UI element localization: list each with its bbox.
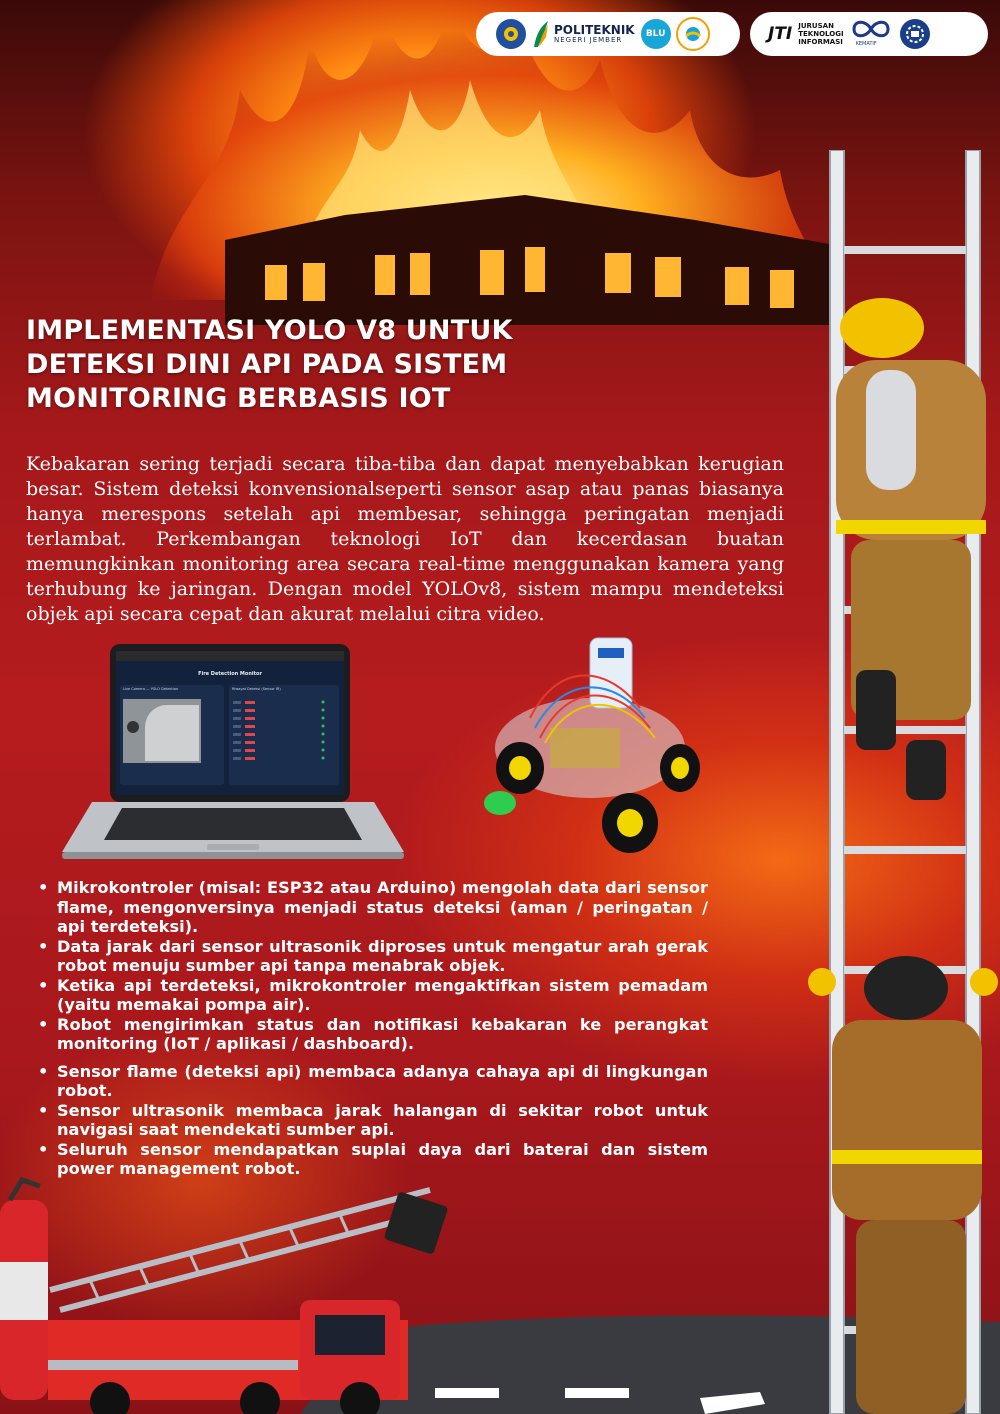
laptop-screen: [110, 644, 350, 802]
intro-paragraph: Kebakaran sering terjadi secara tiba-tiba dan dapat menyebabkan kerugian besar. Sistem deteksi konvensionalseperti sensor asap atau panas biasanya hanya merespons setelah api membesar, sehingga peringatan menjadi terlambat. Perkembangan teknologi IoT dan kecerdasan buatan memungkinkan monitoring area secara real-time menggunakan kamera yang terhubung ke jaringan. Dengan model YOLOv8, sistem mampu mendeteksi objek api secara cepat dan akurat melalui citra video.: [26, 453, 784, 625]
politeknik-logo-bar: [476, 12, 740, 56]
jti-logo-bar: [750, 12, 988, 56]
polije-subname: NEGERI JEMBER: [554, 35, 623, 44]
list-item: • Seluruh sensor mendapatkan suplai daya dari baterai dan sistem power management robot.: [38, 1140, 708, 1179]
list-item: • Robot mengirimkan status dan notifikasi kebakaran ke perangkat monitoring (IoT / aplikasi / dashboard).: [38, 1015, 708, 1054]
feature-list: [38, 878, 708, 1179]
gear-emblem-icon: [900, 19, 930, 49]
fire-robot-car-illustration: [470, 618, 710, 868]
jti-abbr: JTI: [768, 24, 793, 44]
history-table: [229, 695, 339, 785]
history-panel: Riwayat Deteksi (Sensor IR): [229, 685, 339, 785]
list-item: • Sensor flame (deteksi api) membaca adanya cahaya api di lingkungan robot.: [38, 1062, 708, 1101]
jti-line-3: INFORMASI: [798, 38, 843, 46]
jti-line-1: JURUSAN: [798, 22, 834, 30]
list-item: • Ketika api terdeteksi, mikrokontroler mengaktifkan sistem pemadam (yaitu memakai pompa air).: [38, 976, 708, 1015]
fire-truck-illustration: [0, 1170, 470, 1414]
campus-badge-icon: [676, 17, 710, 51]
laptop-mockup: [62, 644, 404, 862]
jti-line-2: TEKNOLOGI: [798, 30, 844, 38]
camera-panel: Live Camera — YOLO Detection: [120, 685, 224, 785]
laptop-keyboard-base: [62, 802, 404, 860]
dashboard-screenshot: [116, 651, 344, 795]
kematif-infinity-icon: [848, 16, 894, 42]
ladder-firefighters-illustration: [796, 150, 1000, 1414]
browser-bar: [116, 651, 344, 661]
list-item: • Sensor ultrasonik membaca jarak halangan di sekitar robot untuk navigasi saat mendekati sumber api.: [38, 1101, 708, 1140]
polije-name: POLITEKNIK: [554, 22, 635, 37]
dashboard-app-title: Fire Detection Monitor: [198, 671, 262, 677]
list-item: • Data jarak dari sensor ultrasonik diproses untuk mengatur arah gerak robot menuju sumber api tanpa menabrak objek.: [38, 937, 708, 976]
burning-building-illustration: [225, 195, 835, 325]
polije-emblem-icon: [496, 19, 526, 49]
blu-badge: BLU: [641, 19, 671, 49]
kematif-logo: KEMATIF: [848, 16, 894, 52]
poster-title: IMPLEMENTASI YOLO V8 UNTUK DETEKSI DINI API PADA SISTEM MONITORING BERBASIS IOT: [26, 315, 513, 414]
list-item: • Mikrokontroler (misal: ESP32 atau Arduino) mengolah data dari sensor flame, mengonversinya menjadi status deteksi (aman / peringatan / api terdeteksi).: [38, 878, 708, 937]
polije-swoosh-icon: [530, 19, 550, 49]
camera-feed: [123, 699, 201, 763]
